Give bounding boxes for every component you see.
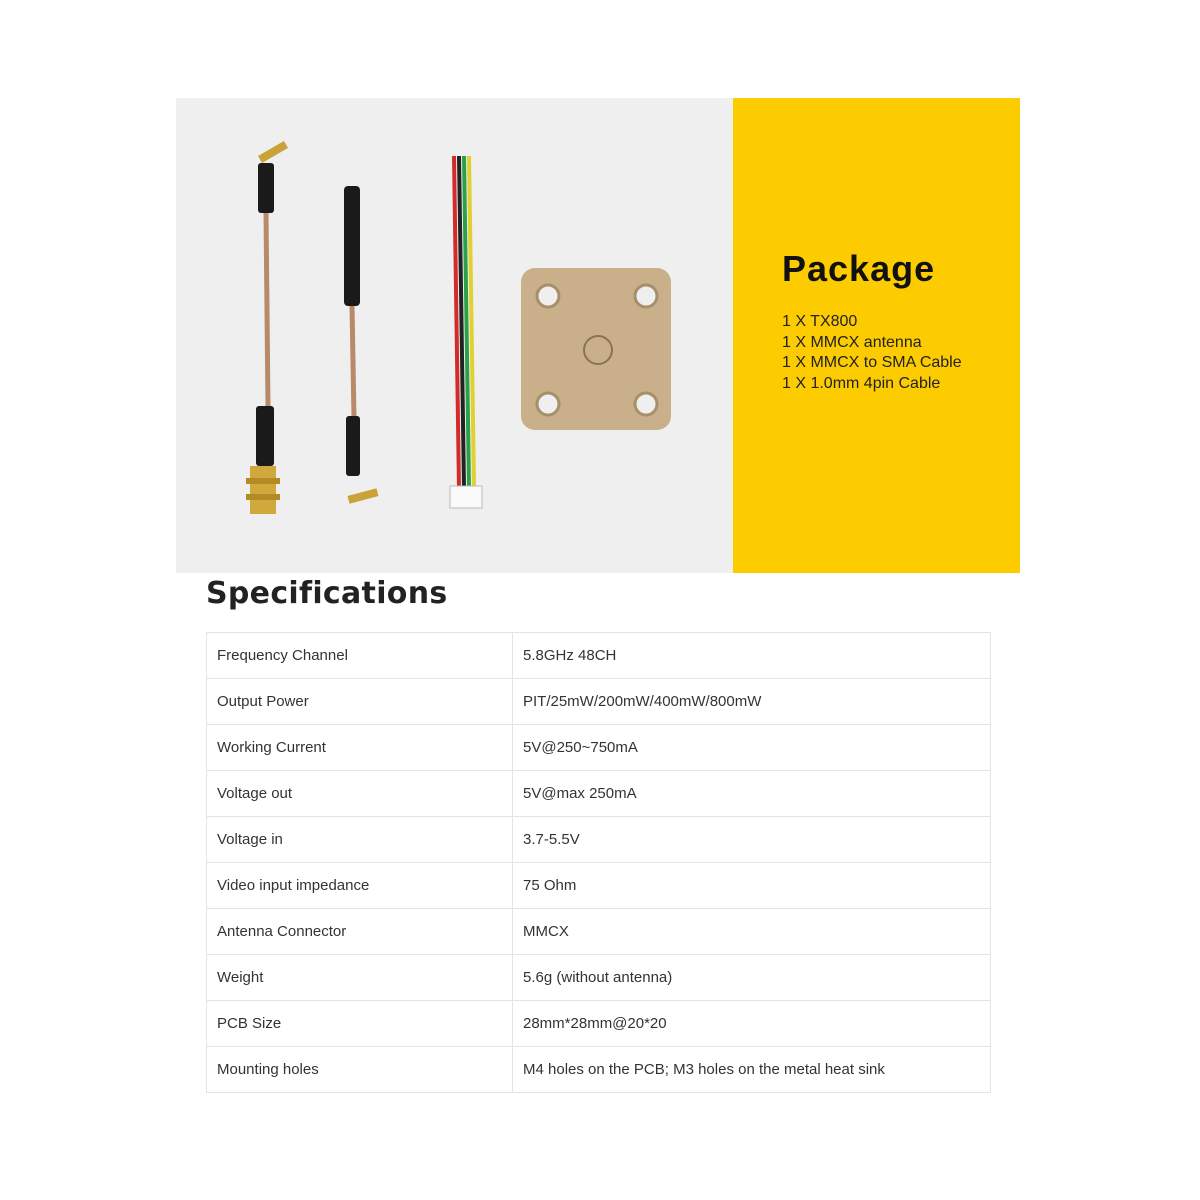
- table-row: [207, 771, 991, 817]
- spec-value: MMCX: [513, 909, 991, 955]
- sma-pigtail-cable: [246, 141, 288, 514]
- spec-value: M4 holes on the PCB; M3 holes on the metal heat sink: [513, 1047, 991, 1093]
- spec-label: Mounting holes: [207, 1047, 513, 1093]
- package-item: 1 X 1.0mm 4pin Cable: [782, 374, 941, 392]
- spec-label: PCB Size: [207, 1001, 513, 1047]
- spec-value: PIT/25mW/200mW/400mW/800mW: [513, 679, 991, 725]
- spec-label: Video input impedance: [207, 863, 513, 909]
- table-row: [207, 817, 991, 863]
- spec-value: 5V@max 250mA: [513, 771, 991, 817]
- spec-label: Output Power: [207, 679, 513, 725]
- specifications-table: [206, 632, 991, 1093]
- package-item: 1 X TX800: [782, 313, 858, 330]
- table-row: [207, 1047, 991, 1093]
- spec-label: Voltage out: [207, 771, 513, 817]
- package-panel: [733, 98, 1020, 573]
- spec-value: 5V@250~750mA: [513, 725, 991, 771]
- table-row: [207, 725, 991, 771]
- spec-value: 3.7-5.5V: [513, 817, 991, 863]
- table-row: [207, 863, 991, 909]
- spec-label: Frequency Channel: [207, 633, 513, 679]
- mmcx-antenna: [344, 186, 379, 504]
- spec-value: 5.8GHz 48CH: [513, 633, 991, 679]
- spec-value: 5.6g (without antenna): [513, 955, 991, 1001]
- spec-label: Antenna Connector: [207, 909, 513, 955]
- package-list: [782, 312, 962, 394]
- table-row: [207, 633, 991, 679]
- 4pin-cable: [450, 156, 482, 508]
- package-item: 1 X MMCX to SMA Cable: [782, 354, 962, 371]
- table-row: [207, 909, 991, 955]
- spec-value: 75 Ohm: [513, 863, 991, 909]
- tx800-module: [521, 268, 671, 430]
- specifications-title: Specifications: [206, 576, 448, 611]
- table-row: [207, 679, 991, 725]
- table-row: [207, 1001, 991, 1047]
- spec-label: Working Current: [207, 725, 513, 771]
- spec-value: 28mm*28mm@20*20: [513, 1001, 991, 1047]
- package-title: Package: [782, 248, 936, 289]
- spec-label: Weight: [207, 955, 513, 1001]
- package-item: 1 X MMCX antenna: [782, 333, 922, 351]
- spec-label: Voltage in: [207, 817, 513, 863]
- table-row: [207, 955, 991, 1001]
- product-photo: [176, 98, 733, 573]
